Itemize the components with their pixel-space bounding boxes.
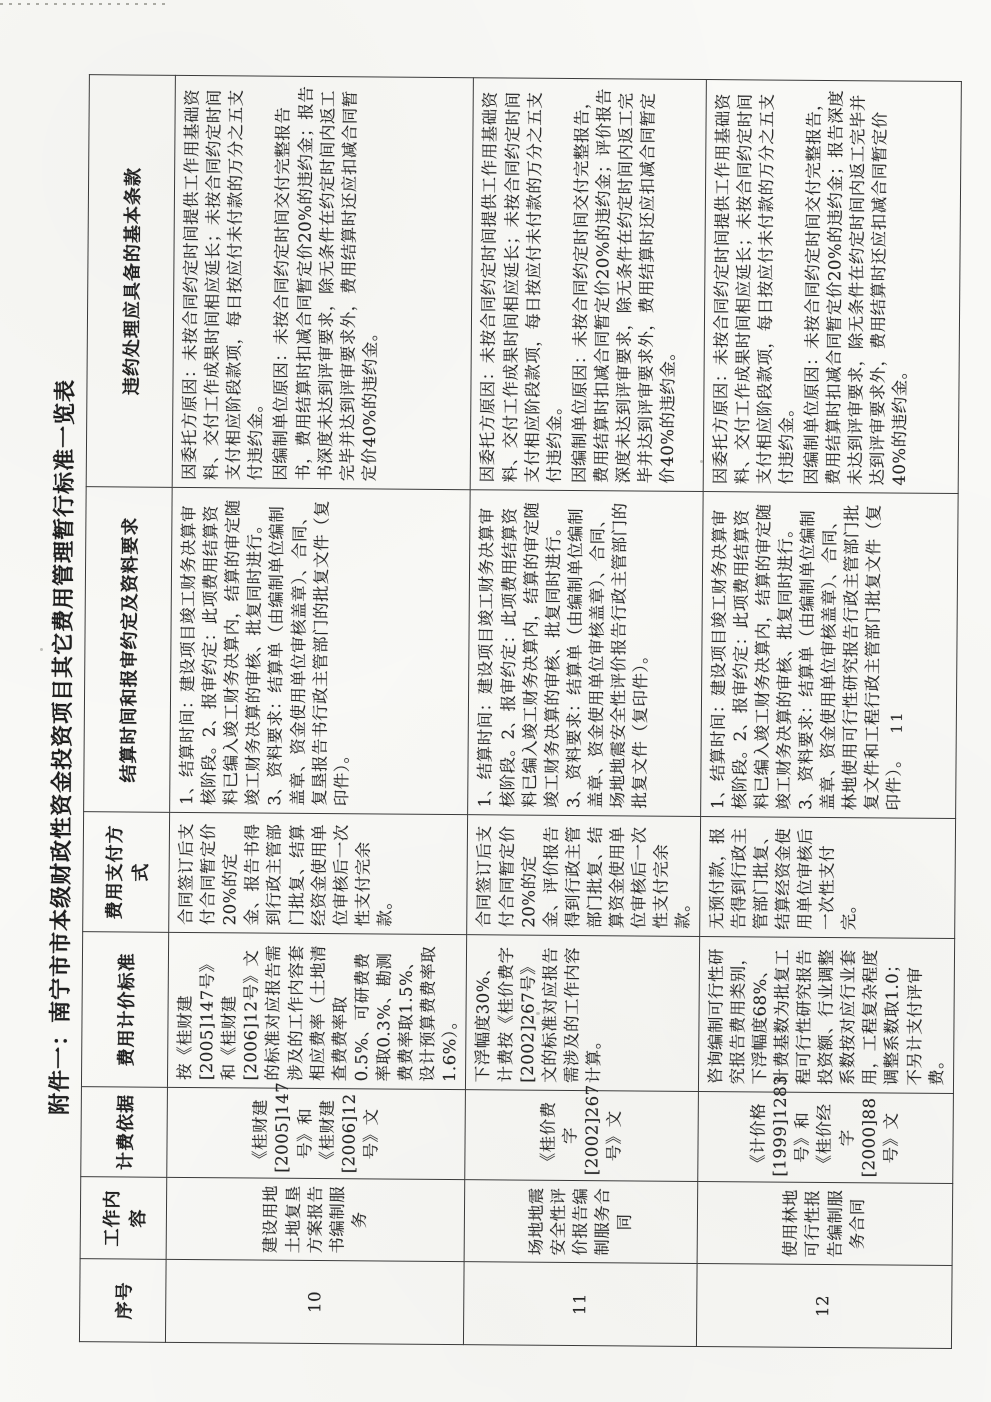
breach-paragraph-client: 因委托方原因：未按合同约定时间提供工作用基础资料、交付工作成果时间相应延长；未按合同约定时间支付相应阶段款项，每日按应付未付款的万分之五支付违约金。 — [478, 91, 565, 483]
header-settlement-requirements: 结算时间和报审约定及资料要求 — [84, 487, 173, 813]
header-pricing-standard: 费用计价标准 — [81, 932, 168, 1088]
cell-serial-number: 10 — [165, 1259, 464, 1344]
breach-paragraph-compiler: 因编制单位原因：未按合同约定时间交付完整报告书，费用结算时扣减合同暂定价20%的违约金；报告书深度未达到评审要求，除无条件在约定时间内返工完毕并达到评审要求外，费用结算时还应扣减合同暂定价40%的违约金。 — [271, 85, 380, 482]
cell-settlement: 1、结算时间：建设项目竣工财务决算审核阶段。2、报审约定：此项费用结算资料已编入竣工财务决算内，结算的审定随竣工财务决算的审核、批复同时进行。3、资料要求：结算单（由编制单位编制盖章、资金使用单位审核盖章）、合同、场地地震安全性评价报告行政主管部门的批复文件（复印件）。 — [468, 490, 703, 817]
breach-paragraph-compiler: 因编制单位原因：未按合同约定时间交付完整报告，费用结算时扣减合同暂定价20%的违约金；评价报告深度未达到评审要求，除无条件在约定时间内返工完毕并达到评审要求外，费用结算时还应扣减合同暂定价40%的违约金。 — [569, 87, 679, 484]
header-row — [79, 75, 175, 1343]
cell-breach-clauses — [703, 80, 961, 494]
header-work-content: 工作内容 — [80, 1177, 167, 1260]
header-payment-method: 费用支付方式 — [83, 812, 170, 933]
header-breach-clauses: 违约处理应具备的基本条款 — [86, 75, 175, 488]
cell-payment-method: 合同签订后支付合同暂定价20%的定金、报告书得到行政主管部门批复、结算经资金使用单位审核后一次性支付完余款。 — [169, 812, 468, 934]
cell-serial-number: 11 — [464, 1262, 697, 1347]
cell-work-content: 场地地震安全性评价报告编制服务合同 — [465, 1180, 698, 1264]
cell-work-content: 建设用地土地复垦方案报告书编制服务 — [166, 1177, 465, 1261]
page-title: 南宁市市本级财政性资金投资项目其它费用管理暂行标准一览表 — [47, 378, 79, 1024]
cell-payment-method: 合同签订后支付合同暂定价20%的定金、评价报告得到行政主管部门批复、结算资金使用单位审核后一次性支付完余款。 — [467, 815, 700, 937]
fee-standards-table — [79, 74, 961, 1349]
cell-settlement: 1、结算时间：建设项目竣工财务决算审核阶段。2、报审约定：此项费用结算资料已编入竣工财务决算内，结算的审定随竣工财务决算的审核、批复同时进行。3、资料要求：结算单（由编制单位编制盖章、资金使用单位审核盖章）、合同、复垦报告书行政主管部门的批复文件（复印件）。 — [170, 487, 471, 814]
cell-serial-number: 12 — [696, 1263, 952, 1348]
cell-payment-method: 无预付款，报告得到行政主管部门批复、结算经资金使用单位审核后一次性支付完。 — [699, 816, 955, 938]
cell-pricing-standard: 咨询编制可行性研究报告费用类别，下浮幅度68%、计费基数为批复工程可行性研究报告投资额、行业调整系数按对应行业套用，工程复杂程度调整系数取1.0；不另计支付评审费。 — [698, 936, 954, 1093]
attachment-label: 附件一： — [46, 1022, 74, 1116]
cell-breach-clauses — [172, 75, 474, 489]
cell-breach-clauses — [471, 78, 706, 492]
header-fee-basis: 计费依据 — [81, 1087, 168, 1178]
header-serial-number: 序号 — [79, 1259, 166, 1343]
table-row — [165, 75, 473, 1344]
cell-work-content: 使用林地可行性报告编制服务合同 — [697, 1181, 953, 1265]
breach-paragraph-compiler: 因编制单位原因：未按合同约定时间交付完整报告，费用结算时扣减合同暂定价20%的违约金；报告深度未达到评审要求，除无条件在约定时间内返工完毕并达到评审要求外，费用结算时还应扣减合同暂定价40%的违约金。 — [801, 89, 911, 486]
breach-paragraph-client: 因委托方原因：未按合同约定时间提供工作用基础资料、交付工作成果时间相应延长；未按合同约定时间支付相应阶段款项，每日按应付未付款的万分之五支付违约金。 — [710, 93, 797, 485]
table-row — [464, 78, 706, 1347]
cell-settlement: 1、结算时间：建设项目竣工财务决算审核阶段。2、报审约定：此项费用结算资料已编入竣工财务决算内，结算的审定随竣工财务决算的审核、批复同时进行。3、资料要求：结算单（由编制单位编制盖章、资金使用单位审核盖章）、合同、林地使用可行性研究报告行政主管部门批复文件和工程行政主管部门批复文件（复印件）。 — [700, 492, 958, 819]
cell-pricing-standard: 按《桂财建[2005]147号》和《桂财建[2006]12号》文的标准对应报告需涉及的工作内容套相应费率（土地清查费费率取0.5%、可研费费率取0.3%、勘测费费率取1.5%、设计预算费费率取1.6%）。 — [167, 932, 467, 1089]
cell-fee-basis: 《计价格[1999]1283号》和《桂价经字[2000]88号》文 — [697, 1091, 953, 1183]
cell-pricing-standard: 下浮幅度30%、计费按《桂价费字[2002]267号》文的标准对应报告需涉及的工作内容计算。 — [466, 935, 699, 1092]
page-number: 11 — [887, 710, 906, 734]
breach-paragraph-client: 因委托方原因：未按合同约定时间提供工作用基础资料、交付工作成果时间相应延长；未按合同约定时间支付相应阶段款项，每日按应付未付款的万分之五支付违约金。 — [179, 88, 266, 481]
attachment-title — [43, 379, 80, 1115]
cell-fee-basis: 《桂价费字[2002]267号》文 — [465, 1090, 698, 1182]
table-row — [696, 80, 961, 1349]
cell-fee-basis: 《桂财建[2005]147号》和《桂财建[2006]12号》文 — [167, 1087, 466, 1179]
